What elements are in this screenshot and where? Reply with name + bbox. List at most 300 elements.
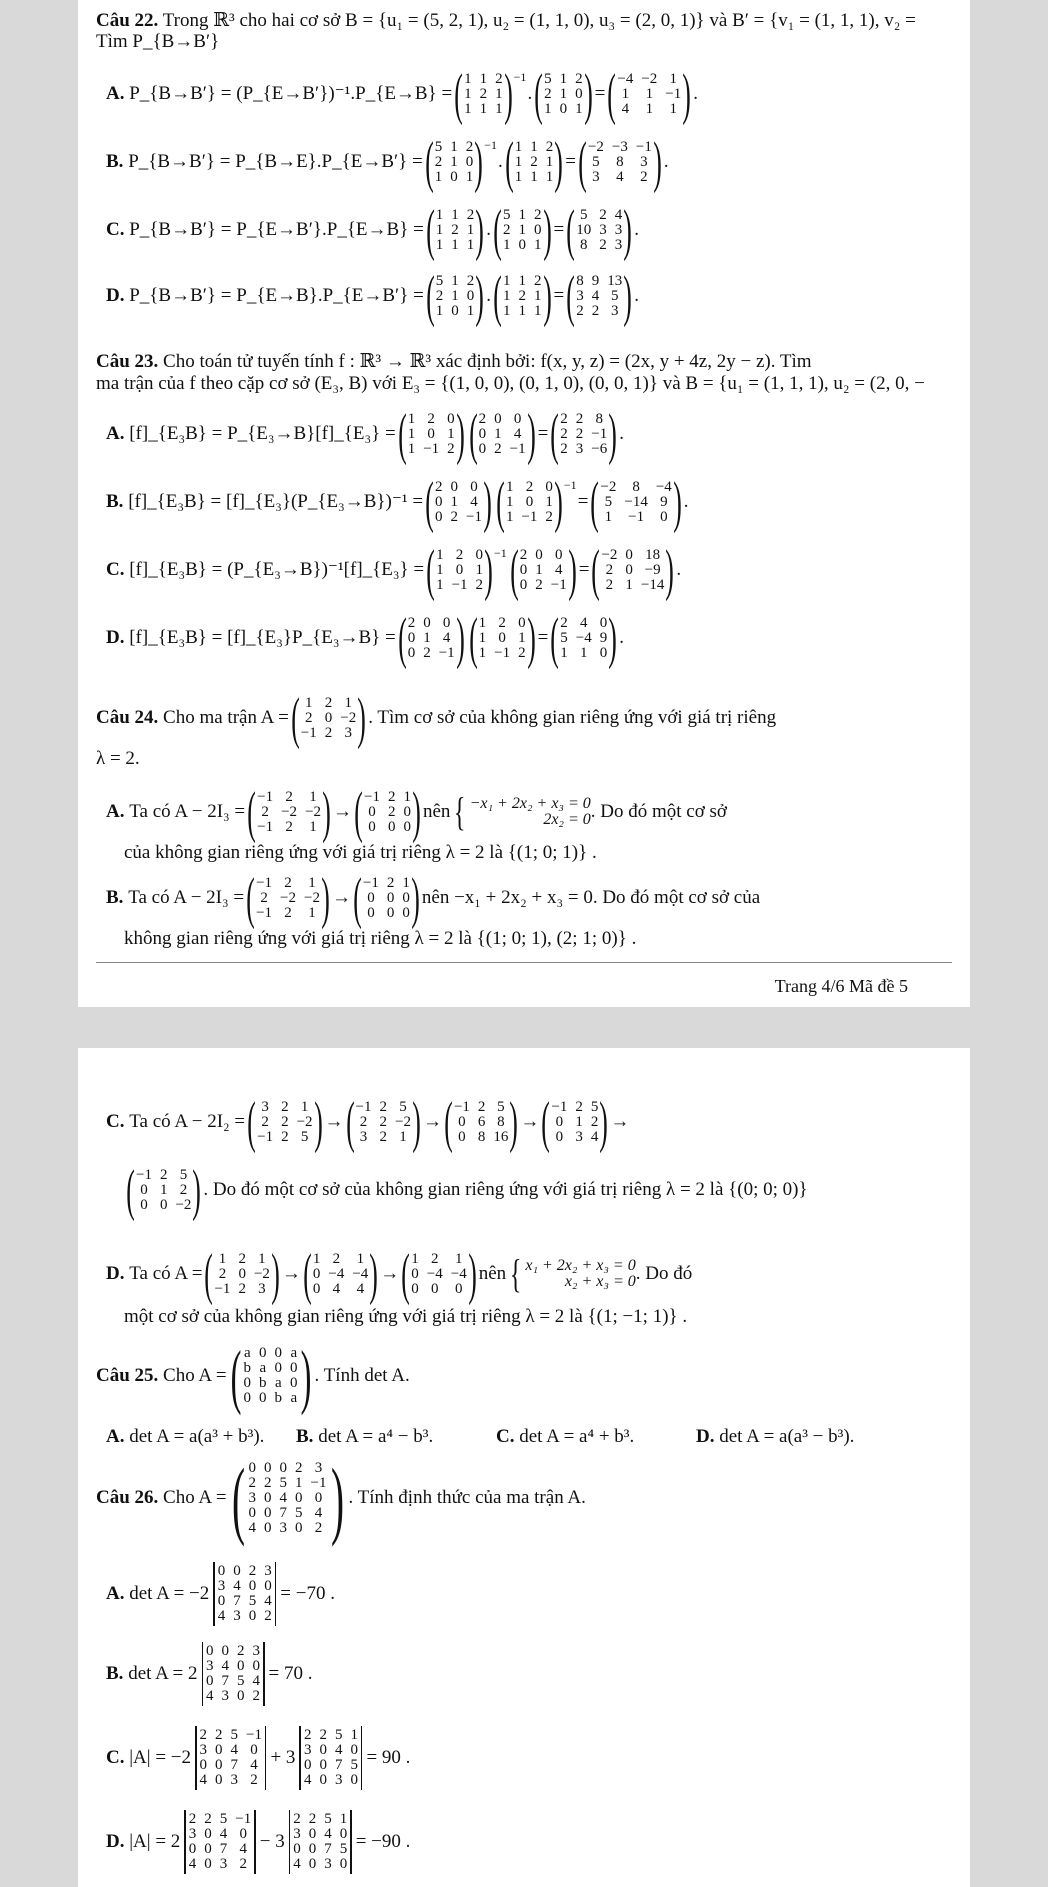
q22-stem [96,10,916,32]
matrix-entry: 2 [188,1811,197,1827]
q24-option-b-line2: không gian riêng ứng với giá trị riêng λ = 2 là {(1; 0; 1), (2; 1; 0)} . [124,928,637,949]
matrix-entry: 8 [576,272,584,289]
q22-option-a[interactable]: A. P_{B→B′} = (P_{E→B′})⁻¹.P_{E→B} = ( 1 1 2 1 2 1 1 1 1 ) $^{-1}$ . ( 5 1 2 2 1 0 1 0 1 ) = ( −4 −2 1 1 1 −1 4 1 1 ) . [106,62,698,126]
matrix-entry: 1 [312,1250,321,1267]
matrix-entry: −14 [624,493,648,510]
matrix-entry: 2 [387,788,396,805]
matrix-entry: 0 [465,153,474,170]
matrix-entry: 2 [237,1643,245,1659]
matrix-entry: 5 [435,272,444,289]
matrix [425,198,485,262]
q25-option-d[interactable] [696,1426,896,1448]
option-label: B. [106,1663,124,1684]
matrix-entry: 0 [368,818,376,835]
matrix-entry: 0 [450,168,458,185]
matrix-entry: −4 [426,1265,443,1282]
q25-options [106,1426,896,1448]
matrix-entry: 1 [503,287,511,304]
matrix-entry: 4 [221,1658,229,1674]
right-paren-icon: ) [412,780,421,844]
matrix-entry: 3 [324,1856,332,1872]
right-paren-icon: ) [599,1090,609,1154]
matrix-entry: 1 [308,904,316,921]
matrix-entry: 5 [339,1841,348,1857]
matrix-entry: 4 [442,629,451,646]
right-paren-icon: ) [665,538,675,602]
matrix-entry: 5 [350,1757,358,1773]
matrix-entry: 1 [559,70,568,87]
matrix-entry: 3 [258,1280,266,1297]
matrix-entry: 1 [518,629,526,646]
matrix-entries [206,1644,260,1704]
matrix-entry: 2 [284,904,292,921]
q26-option-d[interactable] [106,1804,410,1880]
matrix-entry: 2 [261,1113,269,1130]
matrix-entry: 9 [599,629,608,646]
right-paren-icon: ) [509,1090,519,1154]
matrix [533,62,593,126]
left-paren-icon: ( [425,470,434,534]
q22-option-d[interactable]: D. P_{B→B′} = P_{E→B}.P_{E→B′} = ( 5 1 2 2 1 0 1 0 1 ) . ( 1 1 2 1 2 1 1 1 1 ) = ( 8 9 13 3 4 5 2 2 3 ) . [106,264,639,328]
q25-option-b[interactable] [296,1426,496,1448]
matrix-entry: −14 [640,576,665,593]
matrix-entry: 2 [605,576,614,593]
matrix-entries [576,208,622,253]
matrix-entry: a [243,1345,251,1361]
matrix-entry: 0 [237,1688,245,1704]
left-paren-icon: ( [504,130,514,194]
right-paren-icon: ) [567,538,577,602]
q23-stem2: ma trận của f theo cặp cơ sở (E₃, B) với E₃ = {(1, 0, 0), (0, 1, 0), (0, 0, 1)} và B = {u₁ = (1, 1, 1), u₂ = (2, 0, − [96,373,925,394]
matrix-entry: 2 [447,440,455,457]
matrix-entry: 1 [545,153,554,170]
right-paren-icon: ) [542,264,552,328]
matrix-entry: 3 [640,153,648,170]
matrix-entry: 4 [219,1826,228,1842]
matrix-entry: 0 [204,1841,212,1857]
matrix-entry: −1 [451,576,468,593]
matrix-entry: 5 [334,1727,343,1743]
q23-option-c[interactable]: C. [f]_{E₃B} = (P_{E₃→B})⁻¹[f]_{E₃} = ( 1 2 0 1 0 1 1 −1 2 ) $^{-1}$ ( 2 0 0 0 1 4 0 2 −1 ) = ( −2 0 18 2 0 −9 2 1 −14 ) . [106,538,682,602]
matrix-entry: 0 [243,1390,252,1406]
matrix-entries [408,616,455,661]
matrix-entry: 5 [230,1727,238,1743]
matrix-entry: 0 [555,546,563,563]
matrix-entry: 4 [239,1841,248,1857]
matrix-entry: 2 [479,85,488,102]
matrix-entry: 0 [475,546,484,563]
matrix-entry: 0 [411,1265,419,1282]
matrix-entry: 0 [498,629,506,646]
q23-stem-text: Cho toán tử tuyến tính f : ℝ³ → ℝ³ xác định bởi: f(x, y, z) = (2x, y + 4z, 2y − z). Tìm [163,351,812,372]
matrix-entry: 0 [140,1196,148,1213]
matrix-entry: 4 [279,1489,288,1506]
matrix-entry: 1 [305,694,313,711]
matrix-entry: 2 [305,709,313,726]
matrix-entry: b [274,1390,283,1406]
matrix-entry: 0 [451,302,459,319]
option-post: = 90 . [366,1747,411,1768]
matrix-entry: −1 [355,1098,372,1115]
q22-option-b[interactable]: B. P_{B→B′} = P_{B→E}.P_{E→B′} = ( 5 1 2 2 1 0 1 0 1 ) $^{-1}$ . ( 1 1 2 1 2 1 1 1 1 ) = ( −2 −3 −1 5 8 3 3 4 2 ) . [106,130,669,194]
right-paren-icon: ) [623,198,632,262]
matrix-entry: −2 [340,709,357,726]
matrix-entry: 2 [250,1772,258,1788]
matrix-entry: −6 [591,440,608,457]
matrix-entry: 3 [279,1519,288,1536]
matrix-entry: 2 [248,1563,257,1579]
equation-system [506,1251,636,1296]
matrix-entries [544,72,583,117]
option-label: B. [296,1426,314,1447]
matrix-entries [218,1564,272,1624]
matrix [246,1090,323,1154]
matrix-entry: 7 [324,1841,332,1857]
matrix-entry: 4 [188,1856,197,1872]
matrix-entry: 1 [465,168,474,185]
matrix-entry: 0 [494,410,502,427]
matrix-entry: 0 [238,1265,246,1282]
option-label: C. [106,1111,125,1132]
matrix-entry: 4 [580,614,588,631]
option-label: A. [106,83,125,104]
matrix-entry: 3 [206,1658,214,1674]
option-label: C. [496,1426,515,1447]
option-mid: − 3 [259,1831,285,1852]
matrix-entry: 0 [403,818,411,835]
matrix-entry: 0 [339,1856,348,1872]
matrix-entry: −1 [591,425,608,442]
matrix [425,538,507,602]
q26-option-a[interactable] [106,1556,335,1632]
matrix-entry: 1 [494,425,502,442]
matrix-entry: 2 [204,1811,212,1827]
matrix-entry: 1 [503,236,511,253]
matrix-entry: 2 [494,440,502,457]
matrix-entry: 7 [279,1504,288,1521]
matrix-entry: 2 [264,1474,272,1491]
matrix-entry: 2 [248,1474,257,1491]
matrix-entry: 2 [575,410,584,427]
equation-2: 2x₂ = 0 [543,811,591,828]
matrix-entry: 1 [575,1113,583,1130]
matrix-entries [435,140,474,185]
matrix-entry: 2 [534,206,542,223]
q23-option-d[interactable]: D. [f]_{E₃B} = [f]_{E₃}P_{E₃→B} = ( 2 0 0 0 1 4 0 2 −1 ) ( 1 2 0 1 0 1 1 −1 2 ) = ( 2 4 0 5 −4 9 1 1 0 ) . [106,606,624,670]
q22-stem-text: Trong ℝ³ cho hai cơ sở B = {u₁ = (5, 2, 1), u₂ = (1, 1, 0), u₃ = (2, 0, 1)} và B′ = {v₁ = (1, 1, 1), v₂ = [162,10,916,31]
option-lhs: P_{B→B′} = P_{E→B′}.P_{E→B} = [129,219,424,240]
matrix-entry: 2 [285,818,293,835]
option-label: A. [106,1583,125,1604]
left-paren-icon: ( [578,130,587,194]
q25-option-c[interactable] [496,1426,696,1448]
matrix-entry: 0 [519,561,528,578]
option-post: . Do đó [635,1263,693,1284]
matrix-entry: 1 [625,576,633,593]
q24-option-d[interactable]: D. Ta có A = ( 1 2 1 2 0 −2 −1 2 3 ) → ( 1 2 1 0 −4 −4 0 4 4 ) → ( 1 2 1 0 −4 −4 0 0 0 ) nên { x₁ + 2x₂ + x₃ = 0 x₂ + x₃ = 0 . Do đó [106,1242,693,1306]
matrix-entries [304,1728,358,1788]
matrix-entry: 3 [344,724,352,741]
matrix-entry: −2 [281,803,298,820]
matrix-entry: 1 [356,1250,365,1267]
left-paren-icon: ( [454,62,463,126]
q26-option-c[interactable] [106,1720,410,1796]
option-label: D. [106,285,125,306]
right-paren-icon: ) [542,198,552,262]
matrix-entry: 0 [442,614,451,631]
matrix-entry: 2 [465,138,474,155]
matrix-entry: 2 [308,1811,317,1827]
matrix-entry: 0 [204,1856,212,1872]
matrix-entry: 0 [312,1265,321,1282]
matrix [504,130,564,194]
matrix [245,866,331,930]
matrix-entry: −1 [257,788,274,805]
matrix-entries [601,548,664,593]
left-brace-icon: { [509,1251,522,1296]
option-pre: det A = −2 [129,1583,210,1604]
matrix-entry: 2 [495,70,503,87]
matrix-entry: 4 [621,100,630,117]
matrix-entry: 4 [264,1593,272,1609]
left-paren-icon: ( [397,606,407,670]
matrix-entry: −1 [257,1128,274,1145]
matrix-entries [293,1812,347,1872]
matrix-entry: 0 [264,1519,272,1536]
matrix-entry: 3 [221,1688,229,1704]
matrix-entry: −9 [644,561,661,578]
matrix-entry: 2 [239,1856,248,1872]
determinant-bar [195,1726,197,1790]
matrix-entry: 2 [518,644,526,661]
matrix-entry: 3 [264,1563,272,1579]
option-text: det A = a⁴ − b³. [318,1426,434,1447]
matrix-entries [257,790,321,835]
option-lhs: [f]_{E₃B} = [f]_{E₃}(P_{E₃→B})⁻¹ = [128,491,424,512]
option-pre: Ta có A = [129,1263,203,1284]
matrix-entry: 3 [359,1128,368,1145]
matrix-entry: 3 [233,1608,241,1624]
matrix-entry: 2 [407,614,416,631]
matrix-entry: 1 [450,138,458,155]
matrix-entry: 2 [199,1727,207,1743]
matrix-entry: 2 [359,1113,368,1130]
matrix-entry: 0 [411,1280,419,1297]
matrix-entry: −1 [214,1280,231,1297]
q23-option-b[interactable]: B. [f]_{E₃B} = [f]_{E₃}(P_{E₃→B})⁻¹ = ( 2 0 0 0 1 4 0 2 −1 ) ( 1 2 0 1 0 1 1 −1 2 ) $^{-1}$ = ( −2 8 −4 5 −14 9 1 −1 0 ) . [106,470,689,534]
equation-2: x₂ + x₃ = 0 [564,1273,636,1290]
option-label: D. [106,1831,125,1852]
matrix-entry: 1 [300,1098,309,1115]
matrix-entry: −1 [300,724,317,741]
left-paren-icon: ( [230,1336,241,1416]
matrix-entries [551,1100,598,1145]
matrix [424,470,493,534]
matrix-entry: 1 [450,493,459,510]
matrix-entry: 2 [605,561,614,578]
matrix-entry: 1 [575,100,583,117]
matrix-entries [560,412,607,457]
right-paren-icon: ) [475,198,485,262]
left-paren-icon: ( [541,1090,551,1154]
option-lhs: P_{B→B′} = P_{E→B}.P_{E→B′} = [129,285,424,306]
matrix-entry: 3 [614,221,623,238]
matrix-entry: −1 [665,85,682,102]
matrix [590,538,675,602]
matrix-entry: 1 [478,629,487,646]
matrix-entries [435,480,482,525]
matrix-entry: 1 [434,168,443,185]
left-paren-icon: ( [591,538,601,602]
matrix-entry: 0 [159,1196,168,1213]
right-paren-icon: ) [357,686,366,750]
matrix-entry: 5 [179,1166,188,1183]
q24-stem-a: Cho ma trận A = [163,707,289,728]
matrix-entry: 1 [604,508,613,525]
matrix-entry: 2 [218,1265,227,1282]
matrix-entry: −1 [521,508,538,525]
matrix-entry: 0 [312,1280,321,1297]
matrix-entry: 2 [451,221,459,238]
matrix-entry: 4 [356,1280,365,1297]
matrix-entry: 3 [248,1489,257,1506]
option-label: B. [106,151,124,172]
matrix-entry: 3 [303,1742,312,1758]
matrix-entry: 1 [258,1250,266,1267]
matrix-entry: 4 [513,425,522,442]
matrix-entry: 1 [423,629,431,646]
equation-1: −x₁ + 2x₂ + x₃ = 0 [469,795,591,812]
right-paren-icon: ) [330,1449,344,1547]
matrix-entry: 1 [309,788,317,805]
matrix-entry: a [290,1390,298,1406]
matrix-entry: 2 [498,614,506,631]
matrix-entry: 1 [451,236,459,253]
matrix-entry: 0 [625,546,633,563]
matrix-entry: 2 [238,1280,246,1297]
matrix-entry: 2 [332,1250,341,1267]
q26-title: Câu 26. [96,1487,159,1508]
matrix-entry: −4 [617,70,634,87]
matrix-entry: 0 [308,1856,317,1872]
q26-post: . Tính định thức của ma trận A. [348,1487,586,1508]
q22-title: Câu 22. [96,10,159,31]
matrix-entry: 4 [324,1826,332,1842]
determinant-bar [254,1810,256,1874]
matrix [577,130,663,194]
matrix-entry: 0 [217,1563,226,1579]
matrix-entry: 1 [518,302,527,319]
matrix-entry: 5 [219,1811,228,1827]
matrix-entry: 0 [386,889,395,906]
right-paren-icon: ) [583,62,593,126]
option-label: C. [106,559,125,580]
matrix-entry: 4 [616,168,624,185]
q24-option-c[interactable]: C. Ta có A − 2I₂ = ( 3 2 1 2 2 −2 −1 2 5 ) → ( −1 2 5 2 2 −2 3 2 1 ) → ( −1 2 5 0 6 8 0 8 16 ) → ( −1 2 5 0 1 2 0 3 4 ) → [106,1090,630,1154]
matrix-entry: 16 [493,1128,509,1145]
matrix-entry: 1 [475,561,484,578]
matrix-entry: 2 [295,1459,303,1476]
q26-option-b[interactable] [106,1636,312,1712]
q24-option-b[interactable]: B. Ta có A − 2I₃ = ( −1 2 1 2 −2 −2 −1 2 1 ) → ( −1 2 1 0 0 0 0 0 0 ) nên −x₁ + 2x₂ + x₃ = 0. Do đó một cơ sở của [106,866,761,930]
matrix-entry: 1 [218,1250,227,1267]
option-label: D. [696,1426,715,1447]
matrix-entries [503,208,542,253]
matrix-entry: 2 [560,425,568,442]
matrix-entry: 0 [458,1128,466,1145]
matrix-entry: 2 [179,1181,188,1198]
matrix-entry: 1 [435,206,444,223]
left-paren-icon: ( [397,402,407,466]
matrix-entry: 1 [530,168,538,185]
matrix-entry: 0 [403,803,411,820]
matrix-entry: 2 [455,546,464,563]
matrix-entry: 0 [248,1578,257,1594]
matrix-entry: 0 [518,236,527,253]
matrix-entry: 1 [505,508,514,525]
matrix-entry: 0 [555,1128,564,1145]
matrix-entry: 2 [159,1166,168,1183]
matrix-entry: −4 [575,629,592,646]
matrix-entries [256,876,320,921]
q23-option-a[interactable]: A. [f]_{E₃B} = P_{E₃→B}[f]_{E₃} = ( 1 2 0 1 0 1 1 −1 2 ) ( 2 0 0 0 1 4 0 2 −1 ) = ( 2 2 8 2 2 −1 2 3 −6 ) . [106,402,624,466]
matrix-entry: 3 [576,287,584,304]
matrix-entry: 8 [595,410,604,427]
matrix-entry: 2 [525,478,534,495]
matrix-entry: 2 [450,508,459,525]
matrix-entry: 0 [248,1504,257,1521]
matrix-entry: 1 [407,410,416,427]
matrix-entry: 0 [450,478,459,495]
matrix-entry: 2 [544,85,552,102]
option-pre: Ta có A − 2I₃ = [129,801,246,822]
matrix-entry: −3 [611,138,628,155]
matrix-entry: 1 [645,100,654,117]
option-mid: nên [422,801,451,822]
option-text: det A = a(a³ − b³). [719,1426,855,1447]
matrix-entry: 2 [435,287,444,304]
q24-option-a[interactable]: A. Ta có A − 2I₃ = ( −1 2 1 2 −2 −2 −1 2 1 ) → ( −1 2 1 0 2 0 0 0 0 ) nên { −x₁ + 2x₂ + x₃ = 0 2x₂ = 0 . Do đó một cơ sở [106,780,727,844]
matrix-entries [363,876,410,921]
right-paren-icon: ) [673,470,682,534]
matrix-entry: 0 [386,904,395,921]
q25-option-a[interactable] [106,1426,296,1448]
matrix-entry: 10 [576,221,592,238]
matrix [540,1090,609,1154]
matrix-entry: 2 [215,1727,223,1743]
matrix-entry: 1 [534,302,542,319]
matrix [345,1090,422,1154]
matrix-entry: 0 [559,100,568,117]
q22-option-c[interactable]: C. P_{B→B′} = P_{E→B′}.P_{E→B} = ( 1 1 2 1 2 1 1 1 1 ) . ( 5 1 2 2 1 0 1 0 1 ) = ( 5 2 4 10 3 3 8 2 3 ) . [106,198,639,262]
matrix-entry: 8 [497,1113,505,1130]
matrix-entry: −1 [246,1727,262,1743]
matrix-entry: 1 [436,576,444,593]
matrix [468,606,537,670]
option-lhs: P_{B→B′} = (P_{E→B′})⁻¹.P_{E→B} = [129,83,453,104]
right-paren-icon: ) [455,606,465,670]
matrix-entries [479,412,526,457]
matrix-entry: −1 [453,1098,470,1115]
matrix-entry: 0 [248,1608,257,1624]
matrix-entry: −2 [304,889,320,906]
q24-title: Câu 24. [96,707,159,728]
matrix [424,130,498,194]
matrix-entry: 4 [252,1673,260,1689]
matrix-entry: 1 [411,1250,419,1267]
q24-option-c-line2 [124,1158,808,1222]
matrix-entry: 7 [221,1673,229,1689]
